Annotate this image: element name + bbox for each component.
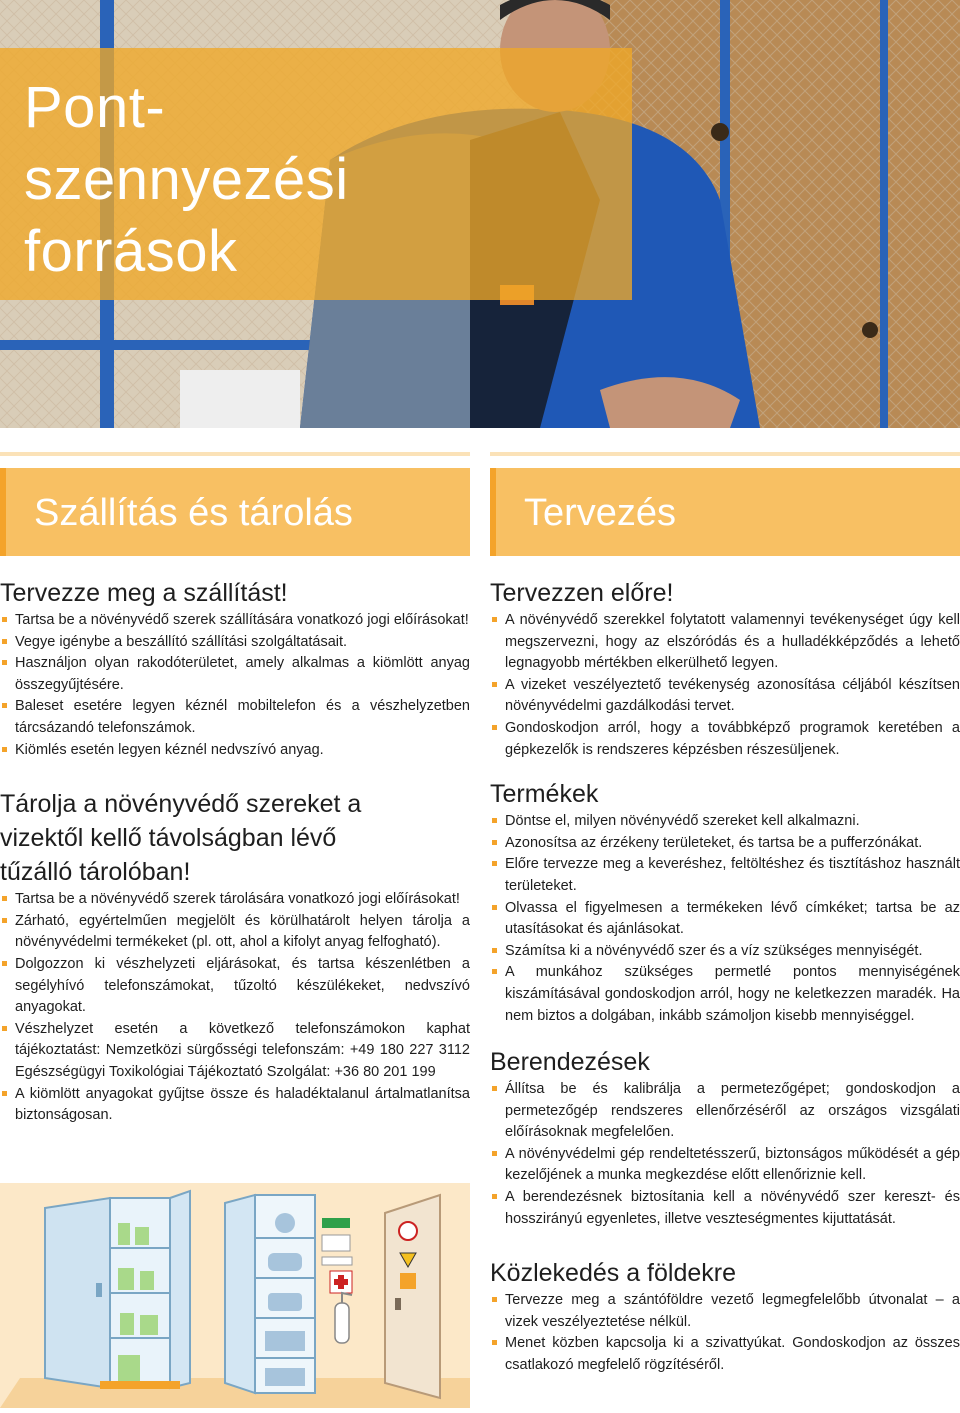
list-item: Menet közben kapcsolja ki a szivattyúkat. Gondoskodjon az összes csatlakozó megfelelő rögzítéséről. [490,1333,960,1376]
section-heading: Tervezze meg a szállítást! [0,579,288,607]
list-item: Tervezze meg a szántóföldre vezető legmegfelelőbb útvonalat – a vizek veszélyeztetése nélkül. [490,1290,960,1333]
no-smoking-icon [399,1222,417,1240]
list-item: Előre tervezze meg a keveréshez, feltöltéshez és tisztításhoz használt területeket. [490,854,960,897]
list-item: A berendezésnek biztosítania kell a növényvédő szer kereszt- és hosszirányú egyenletes, illetve veszteségmentes kijuttatását. [490,1187,960,1230]
page-title: Pont- szennyezési források [24,75,349,284]
hero-photo [0,0,960,428]
list-item: A munkához szükséges permetlé pontos mennyiségének kiszámításával gondoskodjon arról, hogy ne keletkezzen maradék. Ha nem biztos a dolgában, inkább számoljon kisebb mennyiséggel. [490,962,960,1027]
storage-door-icon [385,1195,440,1398]
storage-illustration [0,1183,470,1408]
list-item: Azonosítsa az érzékeny területeket, és tartsa be a pufferzónákat. [490,833,960,855]
section-heading: Tárolja a növényvédő szereket a vizektől kellő távolságban lévő tűzálló tárolóban! [0,790,362,887]
list-item: Vegye igénybe a beszállító szállítási szolgáltatásait. [0,632,470,654]
list-item: A növényvédelmi gép rendeltetésszerű, biztonságos működését a gép kezelőjének a munka megkezdése előtt ellenőriznie kell. [490,1144,960,1187]
bullet-list [0,610,470,761]
list-item: Tartsa be a növényvédő szerek szállítására vonatkozó jogi előírásokat! [0,610,470,632]
list-item: Döntse el, milyen növényvédő szereket kell alkalmazni. [490,811,960,833]
fire-extinguisher-icon [335,1293,352,1343]
list-item: Olvassa el figyelmesen a termékeken lévő címkéket; tartsa be az utasításokat és ajánlásokat. [490,898,960,941]
bullet-list [490,811,960,1027]
left-column [0,576,470,1127]
list-item: Számítsa ki a növényvédő szer és a víz szükséges mennyiségét. [490,941,960,963]
list-item: Baleset esetére legyen kéznél mobiltelefon és a vészhelyzetben tárcsázandó telefonszámok. [0,696,470,739]
bullet-list [0,889,470,1127]
bullet-list [490,1079,960,1230]
right-section-band [490,468,960,556]
list-item: Használjon olyan rakodóterületet, amely alkalmas a kiömlött anyag összegyűjtésére. [0,653,470,696]
list-item: A növényvédő szerekkel folytatott valamennyi tevékenységet úgy kell megszervezni, hogy az elszóródás és a hulladékképződés a lehető legnagyobb mértékben elkerülhető legyen. [490,610,960,675]
right-band-title: Tervezés [524,492,677,534]
toxic-sign-icon [400,1273,416,1289]
list-item: Zárható, egyértelműen megjelölt és körülhatárolt helyen tárolja a növényvédelmi termékeket (pl. ott, ahol a kifolyt anyag felfogható). [0,911,470,954]
section-heading: Termékek [490,780,599,809]
list-item: A kiömlött anyagokat gyűjtse össze és haladéktalanul ártalmatlanítsa biztonságosan. [0,1084,470,1127]
ppe-cabinet-icon [225,1195,315,1393]
list-item: A vizeket veszélyeztető tevékenység azonosítása céljából készítsen növényvédelmi gazdálkodási tervet. [490,675,960,718]
section-heading: Berendezések [490,1048,650,1077]
list-item: Tartsa be a növényvédő szerek tárolására vonatkozó jogi előírásokat! [0,889,470,911]
right-divider [490,452,960,456]
band-accent-edge [490,468,496,556]
list-item: Állítsa be és kalibrálja a permetezőgépet; gondoskodjon a permetezőgép rendszeres ellenőrzéséről az országos vizsgálati előírásoknak megfelelően. [490,1079,960,1144]
left-divider [0,452,470,456]
pesticide-cabinet-icon [45,1191,190,1389]
bullet-list [490,1290,960,1376]
list-item: Gondoskodjon arról, hogy a továbbképző programok keretében a gépkezelők is rendszeres képzésben részesüljenek. [490,718,960,761]
right-column [490,576,960,1377]
left-band-title: Szállítás és tárolás [34,492,353,534]
list-item: Vészhelyzet esetén a következő telefonszámokon kaphat tájékoztatást: Nemzetközi sürgősségi telefonszám: +49 180 227 3112 Egészségügyi Toxikológiai Tájékoztató Szolgálat: +36 80 201 199 [0,1019,470,1084]
list-item: Dolgozzon ki vészhelyzeti eljárásokat, és tartsa készenlétben a segélyhívó telefonszámokat, tűzoltó készülékeket, nedvszívó anyagokat. [0,954,470,1019]
bullet-list [490,610,960,761]
section-heading: Tervezzen előre! [490,579,674,607]
left-section-band [0,468,470,556]
storage-cabinets-drawing [0,1183,470,1408]
section-heading: Közlekedés a földekre [490,1259,736,1288]
exit-sign-icon [322,1218,350,1228]
list-item: Kiömlés esetén legyen kéznél nedvszívó anyag. [0,740,470,762]
band-accent-edge [0,468,6,556]
